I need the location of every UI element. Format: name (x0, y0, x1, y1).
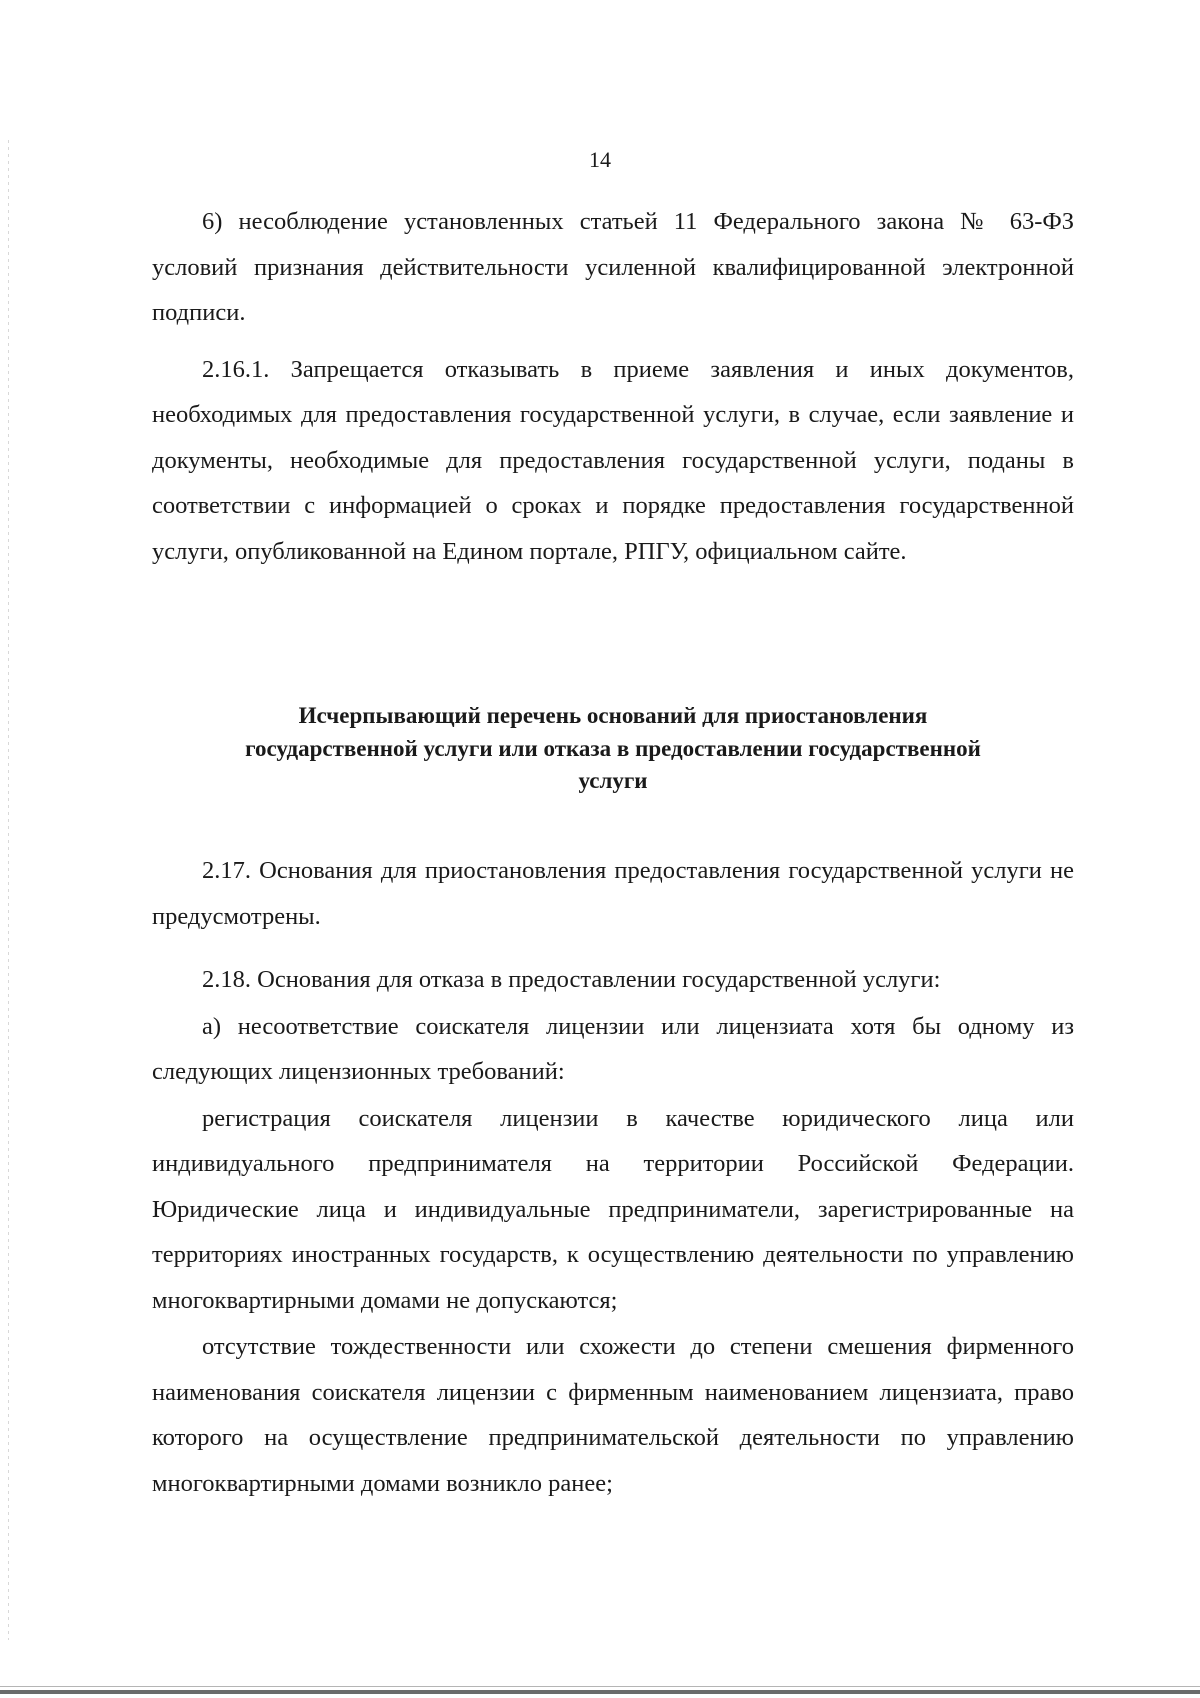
paragraph-2-18: 2.18. Основания для отказа в предоставлении государственной услуги: (202, 966, 941, 993)
text-block-2 (152, 848, 1074, 939)
paragraph-item-6: 6) несоблюдение установленных статьей 11 Федерального закона № 63-ФЗ условий признания действительности усиленной квалифицированной электронной подписи. (152, 208, 1074, 326)
paragraph-2-17: 2.17. Основания для приостановления предоставления государственной услуги не предусмотрены. (152, 857, 1074, 930)
section-heading-line-3: услуги (578, 768, 648, 793)
scan-bottom-edge-thin (0, 1686, 1200, 1687)
paragraph-registration: регистрация соискателя лицензии в качестве юридического лица или индивидуального предпринимателя на территории Российской Федерации. Юридические лица и индивидуальные предприниматели, зарегистрированные на территориях иностранных государств, к осуществлению деятельности по управлению многоквартирными домами не допускаются; (152, 1104, 1074, 1314)
text-block-3 (152, 957, 1074, 1506)
paragraph-item-a: а) несоответствие соискателя лицензии или лицензиата хотя бы одному из следующих лицензионных требований: (152, 1012, 1074, 1085)
text-block-1 (152, 199, 1074, 574)
section-heading (152, 700, 1074, 798)
page-number: 14 (589, 147, 611, 172)
scan-bottom-edge (0, 1690, 1200, 1694)
paragraph-trade-name: отсутствие тождественности или схожести до степени смешения фирменного наименования соискателя лицензии с фирменным наименованием лицензиата, право которого на осуществление предпринимательской деятельности по управлению многоквартирными домами возникло ранее; (152, 1333, 1074, 1497)
section-heading-line-2: государственной услуги или отказа в предоставлении государственной (245, 735, 981, 761)
scan-left-edge (8, 140, 9, 1640)
section-heading-line-1: Исчерпывающий перечень оснований для приостановления (298, 703, 928, 728)
paragraph-2-16-1: 2.16.1. Запрещается отказывать в приеме заявления и иных документов, необходимых для предоставления государственной услуги, в случае, если заявление и документы, необходимые для предоставления государственной услуги, поданы в соответствии с информацией о сроках и порядке предоставления государственной услуги, опубликованной на Едином портале, РПГУ, официальном сайте. (152, 355, 1074, 565)
